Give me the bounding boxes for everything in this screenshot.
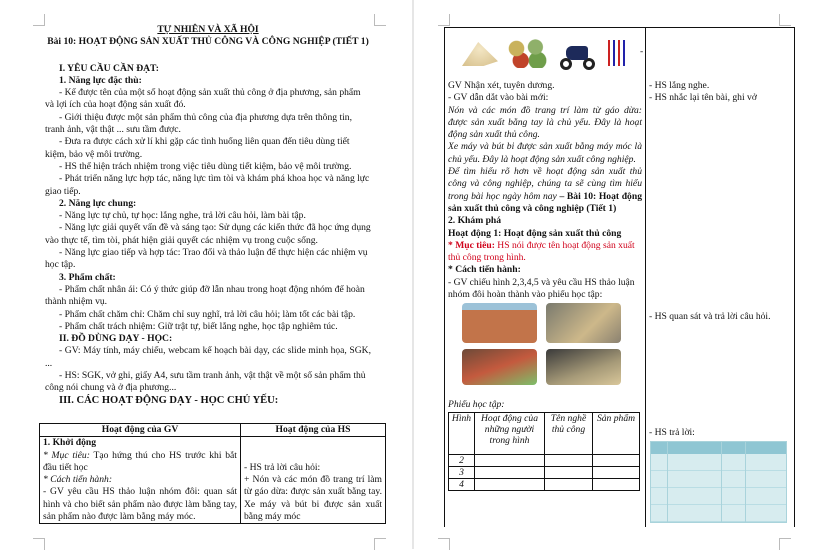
- motorbike-image: [560, 38, 595, 70]
- section-heading: II. ĐỒ DÙNG DẠY - HỌC:: [59, 333, 173, 345]
- method-label: * Cách tiến hành:: [448, 264, 521, 276]
- activity-heading: Hoạt động 1: Hoạt động sản xuất thủ công: [448, 227, 622, 239]
- step-heading: 1. Khởi động: [43, 437, 97, 449]
- column-header: Tên nghề thủ công: [545, 412, 593, 454]
- list-item: - Phẩm chất nhân ái: Có ý thức giúp đỡ lẫn nhau trong hoạt động nhóm để hoàn thành nhiệm vụ.: [45, 283, 365, 308]
- worksheet-cell[interactable]: [475, 454, 545, 466]
- worksheet-cell[interactable]: [593, 454, 640, 466]
- worksheet-row: [449, 466, 640, 478]
- list-item: - GV: Máy tính, máy chiếu, webcam kế hoạch bài dạy, các slide minh họa, SGK, ...: [45, 345, 371, 369]
- row-number: 2: [449, 454, 475, 466]
- worksheet-cell[interactable]: [593, 466, 640, 478]
- worksheet-cell[interactable]: [545, 466, 593, 478]
- worksheet-table: [448, 412, 640, 491]
- gv-instruction: - GV chiếu hình 2,3,4,5 và yêu cầu HS thảo luận nhóm đôi hoàn thành vào phiếu học tập:: [448, 276, 635, 301]
- goal-label: * Mục tiêu:: [448, 239, 495, 251]
- product-images: [448, 28, 642, 80]
- goal-label: * Mục tiêu:: [43, 449, 90, 461]
- list-item: - Năng lực giao tiếp và hợp tác: Trao đổi và thảo luận để thực hiện các nhiệm vụ học tập.: [45, 247, 368, 271]
- dash-text: -: [640, 46, 644, 57]
- doc-title: TỰ NHIÊN VÀ XÃ HỘI: [157, 24, 259, 35]
- subsection-heading: 3. Phẩm chất:: [59, 271, 116, 283]
- section-heading: I. YÊU CẦU CẦN ĐẠT:: [59, 62, 159, 74]
- worksheet-title: Phiếu học tập:: [448, 399, 505, 411]
- pens-image: [608, 40, 628, 66]
- photo-2: [462, 303, 537, 343]
- worksheet-cell[interactable]: [545, 478, 593, 490]
- hs-response: - HS nhắc lại tên bài, ghi vở: [649, 92, 757, 103]
- row-number: 4: [449, 478, 475, 490]
- corner-mark: [779, 538, 791, 550]
- corner-mark: [33, 538, 45, 550]
- worksheet-cell[interactable]: [475, 478, 545, 490]
- list-item: - Năng lực giải quyết vấn đề và sáng tạo: Sử dụng các kiến thức đã học ứng dụng vào thực tế, tìm tòi, phát hiện giải quyết các nhiệm vụ trong cuộc sống.: [45, 222, 371, 246]
- section-heading: III. CÁC HOẠT ĐỘNG DẠY - HỌC CHỦ YẾU:: [59, 394, 279, 406]
- hs-response: - HS lắng nghe.: [649, 80, 710, 91]
- list-item: - Phẩm chất chăm chỉ: Chăm chỉ suy nghĩ, trả lời câu hỏi; làm tốt các bài tập.: [59, 308, 356, 320]
- subsection-heading: 2. Năng lực chung:: [59, 197, 137, 209]
- gv-instruction: - GV yêu cầu HS thảo luận nhóm đôi: quan sát hình và cho biết sản phẩm nào được làm bằng tay, sản phẩm nào được làm bằng máy móc.: [43, 486, 237, 523]
- method-label: * Cách tiến hành:: [43, 474, 113, 486]
- corner-mark: [438, 14, 450, 26]
- gv-praise: GV Nhận xét, tuyên dương.: [448, 80, 555, 91]
- activities-table-continued: [444, 27, 795, 527]
- corner-mark: [374, 538, 386, 550]
- list-item: - HS thể hiện trách nhiệm trong việc tiêu dùng tiết kiệm, bảo vệ môi trường.: [59, 160, 352, 172]
- lesson-title: Bài 10: HOẠT ĐỘNG SẢN XUẤT THỦ CÔNG VÀ CÔNG NGHIỆP (TIẾT 1): [47, 36, 369, 48]
- hs-response: - HS trả lời câu hỏi:: [244, 461, 321, 473]
- corner-mark: [779, 14, 791, 26]
- coconut-crafts-image: [506, 38, 548, 68]
- hs-response: - HS quan sát và trả lời câu hỏi.: [649, 311, 771, 322]
- intro-text: Nón và các món đồ trang trí làm từ gáo dừa: được sản xuất bằng tay là chủ yếu. Đây là hoạt động sản xuất thủ công.: [448, 104, 642, 141]
- right-page: [414, 0, 817, 549]
- column-header: Hoạt động của GV: [40, 424, 241, 437]
- column-header: Hoạt động của HS: [241, 424, 386, 437]
- hs-response: + Nón và các món đồ trang trí làm từ gáo dừa: được sản xuất bằng tay. Xe máy và bút bi được sản xuất bằng máy móc: [244, 474, 382, 523]
- corner-mark: [438, 538, 450, 550]
- activity-photos: [448, 301, 642, 399]
- worksheet-cell[interactable]: [593, 478, 640, 490]
- lesson-reference: – Bài 10: Hoạt động sản xuất thủ công và công nghiệp (Tiết 1): [448, 190, 642, 214]
- answer-table-image: [650, 441, 787, 523]
- list-item: - Đưa ra được cách xử lí khi gặp các tình huống liên quan đến tiêu dùng tiết kiệm, bảo vệ môi trường.: [45, 136, 350, 160]
- activities-table: [39, 423, 386, 524]
- column-header: Sản phẩm: [593, 412, 640, 454]
- hs-response: - HS trả lời:: [649, 427, 695, 438]
- photo-5: [546, 349, 621, 385]
- list-item: - HS: SGK, vở ghi, giấy A4, sưu tầm tranh ảnh, vật thật về một số sản phẩm thủ công nói chung và ở địa phương...: [45, 370, 366, 394]
- worksheet-cell[interactable]: [475, 466, 545, 478]
- worksheet-cell[interactable]: [545, 454, 593, 466]
- goal-text: HS nói được tên hoạt động sản xuất thủ công trong hình.: [448, 239, 635, 264]
- row-number: 3: [449, 466, 475, 478]
- list-item: - Kể được tên của một số hoạt động sản xuất thủ công ở địa phương, sản phẩm và lợi ích của hoạt động sản xuất đó.: [45, 87, 361, 111]
- gv-intro: - GV dẫn dắt vào bài mới:: [448, 92, 549, 104]
- subsection-heading: 1. Năng lực đặc thù:: [59, 74, 142, 86]
- column-header: Hình: [449, 412, 475, 454]
- list-item: - Năng lực tự chủ, tự học: lắng nghe, trả lời câu hỏi, làm bài tập.: [59, 210, 306, 222]
- intro-text: Để tìm hiểu rõ hơn về hoạt động sản xuất thủ công và công nghiệp, chúng ta sẽ cùng tìm hiểu trong bài học ngày hôm nay: [448, 166, 642, 202]
- corner-mark: [374, 14, 386, 26]
- photo-4: [462, 349, 537, 385]
- list-item: - Phát triển năng lực hợp tác, năng lực tìm tòi và khám phá khoa học và năng lực giao tiếp.: [45, 173, 370, 197]
- corner-mark: [33, 14, 45, 26]
- worksheet-row: [449, 478, 640, 490]
- step-heading: 2. Khám phá: [448, 215, 502, 227]
- conical-hat-image: [462, 42, 498, 66]
- goal-text: Tạo hứng thú cho HS trước khi bắt đầu tiết học: [43, 449, 237, 473]
- photo-3: [546, 303, 621, 343]
- column-header: Hoạt động của những người trong hình: [475, 412, 545, 454]
- intro-text: Xe máy và bút bi được sản xuất bằng máy móc là chủ yếu. Đây là hoạt động sản xuất công nghiệp.: [448, 141, 642, 165]
- list-item: - Phẩm chất trách nhiệm: Giữ trật tự, biết lắng nghe, học tập nghiêm túc.: [59, 320, 338, 332]
- list-item: - Giới thiệu được một sản phẩm thủ công của địa phương dựa trên thông tin, tranh ảnh, vật thật ... sưu tầm được.: [45, 111, 352, 136]
- worksheet-row: [449, 454, 640, 466]
